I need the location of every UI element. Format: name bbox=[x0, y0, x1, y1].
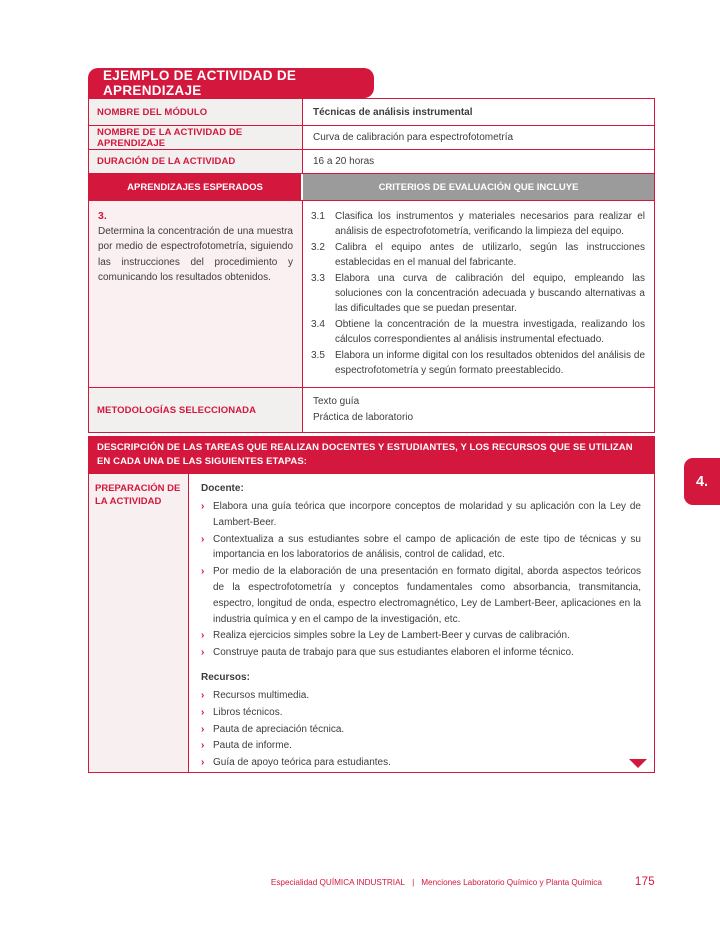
preparacion-content bbox=[189, 474, 654, 772]
table-row bbox=[89, 388, 654, 432]
row-label-metodologias: METODOLOGÍAS SELECCIONADA bbox=[89, 388, 303, 432]
row-label-duracion: DURACIÓN DE LA ACTIVIDAD bbox=[89, 150, 303, 173]
page-title: EJEMPLO DE ACTIVIDAD DE APRENDIZAJE bbox=[103, 68, 297, 98]
criterio-item bbox=[311, 240, 645, 271]
footer-especialidad: Especialidad QUÍMICA INDUSTRIAL bbox=[270, 877, 406, 887]
table-row bbox=[89, 150, 654, 174]
chevron-bullet-icon: › bbox=[201, 566, 205, 578]
metodologia-item: Práctica de laboratorio bbox=[313, 412, 414, 423]
aprendizaje-text: Determina la concentración de una muestra por medio de espectrofotometría, siguiendo las instrucciones del procedimiento y comunicando los resultados obtenidos. bbox=[98, 226, 293, 284]
list-item-text: Por medio de la elaboración de una presentación en formato digital, aborda aspectos teóricos de la espectrofotometría y conceptos fundamentales como absorbancia, transmitancia, espectro, longitud de onda, espectro electromagnético, Ley de Lambert-Beer, aplicaciones en la industria química y en el campo de la investigación, etc. bbox=[213, 566, 641, 625]
list-item-text: Pauta de informe. bbox=[213, 740, 292, 752]
page-number: 175 bbox=[634, 876, 655, 888]
document-page bbox=[88, 68, 655, 773]
criterio-item bbox=[311, 317, 645, 348]
header-aprendizajes: APRENDIZAJES ESPERADOS bbox=[89, 174, 303, 200]
list-item bbox=[201, 499, 641, 531]
list-item bbox=[201, 738, 641, 754]
table-row bbox=[89, 126, 654, 150]
chevron-bullet-icon: › bbox=[201, 647, 205, 659]
list-item bbox=[201, 628, 641, 644]
aprendizaje-cell bbox=[89, 201, 303, 387]
list-item bbox=[201, 705, 641, 721]
activity-table bbox=[88, 98, 655, 433]
footer-separator: | bbox=[412, 877, 415, 887]
list-item-text: Guía de apoyo teórica para estudiantes. bbox=[213, 757, 391, 769]
list-item-text: Contextualiza a sus estudiantes sobre el campo de aplicación de este tipo de técnicas y su importancia en los laboratorios de análisis, control de calidad, etc. bbox=[213, 533, 641, 561]
criterio-number: 3.1 bbox=[311, 211, 325, 222]
list-item bbox=[201, 564, 641, 627]
chevron-bullet-icon: › bbox=[201, 533, 205, 545]
chapter-tab: 4. bbox=[684, 458, 720, 505]
chevron-bullet-icon: › bbox=[201, 706, 205, 718]
list-item-text: Elabora una guía teórica que incorpore conceptos de molaridad y su aplicación con la Ley de Lambert-Beer. bbox=[213, 501, 641, 528]
list-item-text: Pauta de apreciación técnica. bbox=[213, 723, 345, 735]
criterio-number: 3.5 bbox=[311, 349, 325, 361]
list-item bbox=[201, 645, 641, 661]
continuation-arrow-icon bbox=[629, 759, 647, 768]
criterio-text: Clasifica los instrumentos y materiales necesarios para realizar el análisis de espectrofotometría, verificando la limpieza del equipo. bbox=[335, 211, 645, 238]
criterio-item bbox=[311, 348, 645, 379]
chevron-bullet-icon: › bbox=[201, 757, 205, 769]
criterio-item bbox=[311, 209, 645, 240]
criterio-text: Elabora un informe digital con los resultados obtenidos del análisis de espectrofotometría y según formato preestablecido. bbox=[335, 349, 645, 377]
list-item-text: Libros técnicos. bbox=[213, 706, 283, 718]
footer-menciones: Menciones Laboratorio Químico y Planta Química bbox=[421, 877, 602, 887]
chevron-bullet-icon: › bbox=[201, 689, 205, 701]
page-footer bbox=[88, 876, 655, 888]
chevron-bullet-icon: › bbox=[201, 740, 205, 752]
title-banner bbox=[88, 68, 374, 98]
table-header-row bbox=[89, 174, 654, 201]
list-item-text: Recursos multimedia. bbox=[213, 689, 310, 701]
criterio-number: 3.3 bbox=[311, 272, 325, 284]
row-value-modulo: Técnicas de análisis instrumental bbox=[303, 99, 654, 125]
recursos-title: Recursos: bbox=[201, 671, 250, 683]
row-label-actividad: NOMBRE DE LA ACTIVIDAD DE APRENDIZAJE bbox=[89, 126, 303, 149]
row-label-modulo: NOMBRE DEL MÓDULO bbox=[89, 99, 303, 125]
criterio-text: Elabora una curva de calibración del equipo, empleando las soluciones con la concentración adecuada y buscando alternativas a las dificultades que se puedan presentar. bbox=[335, 272, 645, 315]
header-criterios: CRITERIOS DE EVALUACIÓN QUE INCLUYE bbox=[303, 174, 654, 200]
preparacion-section bbox=[88, 474, 655, 773]
chevron-bullet-icon: › bbox=[201, 501, 205, 512]
list-item bbox=[201, 532, 641, 564]
preparacion-label: PREPARACIÓN DE LA ACTIVIDAD bbox=[89, 474, 189, 772]
aprendizaje-number: 3. bbox=[98, 210, 107, 222]
list-item bbox=[201, 755, 641, 771]
chevron-bullet-icon: › bbox=[201, 723, 205, 735]
docente-title: Docente: bbox=[201, 483, 244, 494]
list-item-text: Realiza ejercicios simples sobre la Ley de Lambert-Beer y curvas de calibración. bbox=[213, 630, 570, 642]
criterio-number: 3.4 bbox=[311, 318, 325, 330]
criterio-text: Calibra el equipo antes de utilizarlo, según las instrucciones establecidas en el manual del fabricante. bbox=[335, 241, 645, 269]
row-value-duracion: 16 a 20 horas bbox=[303, 150, 654, 173]
list-item-text: Construye pauta de trabajo para que sus estudiantes elaboren el informe técnico. bbox=[213, 647, 574, 659]
table-row bbox=[89, 201, 654, 388]
metodologia-item: Texto guía bbox=[313, 396, 360, 407]
table-row bbox=[89, 99, 654, 126]
criterios-cell bbox=[303, 201, 654, 387]
criterio-item bbox=[311, 271, 645, 317]
descripcion-banner: DESCRIPCIÓN DE LAS TAREAS QUE REALIZAN DOCENTES Y ESTUDIANTES, Y LOS RECURSOS QUE SE UTILIZAN EN CADA UNA DE LAS SIGUIENTES ETAPAS: bbox=[88, 436, 655, 474]
list-item bbox=[201, 688, 641, 704]
metodologias-values bbox=[303, 388, 654, 432]
list-item bbox=[201, 722, 641, 738]
row-value-actividad: Curva de calibración para espectrofotometría bbox=[303, 126, 654, 149]
chevron-bullet-icon: › bbox=[201, 630, 205, 642]
criterio-number: 3.2 bbox=[311, 241, 325, 253]
criterio-text: Obtiene la concentración de la muestra investigada, realizando los cálculos correspondientes al análisis instrumental efectuado. bbox=[335, 318, 645, 346]
